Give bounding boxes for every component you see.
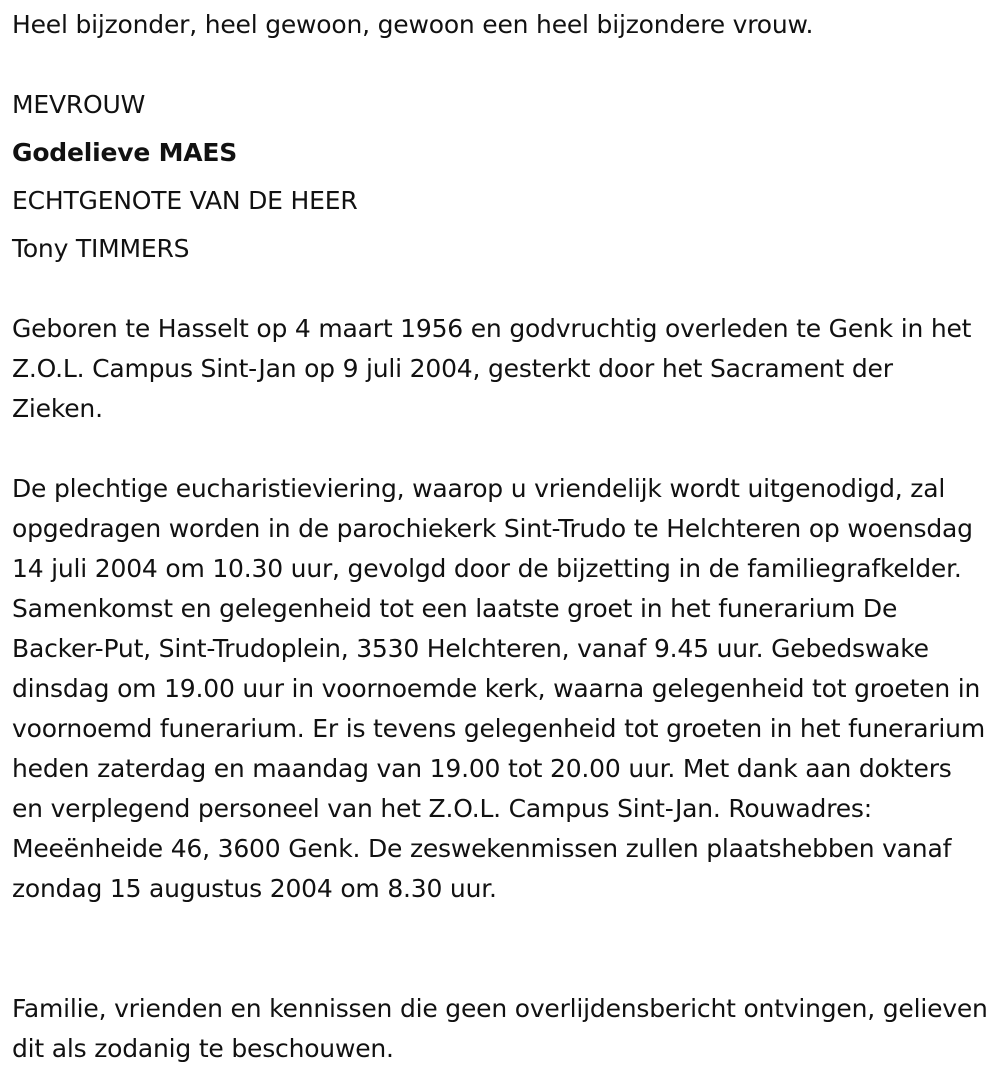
honorific-title: MEVROUW bbox=[12, 90, 146, 119]
relation-label: ECHTGENOTE VAN DE HEER bbox=[12, 186, 358, 215]
closing-paragraph: Familie, vrienden en kennissen die geen overlijdensbericht ontvingen, gelieven dit als zodanig te beschouwen. bbox=[12, 994, 988, 1063]
deceased-header bbox=[12, 81, 358, 273]
deceased-name: Godelieve MAES bbox=[12, 138, 238, 167]
spouse-name: Tony TIMMERS bbox=[12, 234, 190, 263]
birth-death-paragraph: Geboren te Hasselt op 4 maart 1956 en godvruchtig overleden te Genk in het Z.O.L. Campus Sint-Jan op 9 juli 2004, gesterkt door het Sacrament der Zieken. bbox=[12, 314, 972, 423]
intro-quote: Heel bijzonder, heel gewoon, gewoon een heel bijzondere vrouw. bbox=[12, 10, 814, 39]
ceremony-paragraph: De plechtige eucharistieviering, waarop u vriendelijk wordt uitgenodigd, zal opgedragen worden in de parochiekerk Sint-Trudo te Helchteren op woensdag 14 juli 2004 om 10.30 uur, gevolgd door de bijzetting in de familiegrafkelder. Samenkomst en gelegenheid tot een laatste groet in het funerarium De Backer-Put, Sint-Trudoplein, 3530 Helchteren, vanaf 9.45 uur. Gebedswake dinsdag om 19.00 uur in voornoemde kerk, waarna gelegenheid tot groeten in voornoemd funerarium. Er is tevens gelegenheid tot groeten in het funerarium heden zaterdag en maandag van 19.00 tot 20.00 uur. Met dank aan dokters en verplegend personeel van het Z.O.L. Campus Sint-Jan. Rouwadres: Meeënheide 46, 3600 Genk. De zeswekenmissen zullen plaatshebben vanaf zondag 15 augustus 2004 om 8.30 uur. bbox=[12, 474, 985, 903]
